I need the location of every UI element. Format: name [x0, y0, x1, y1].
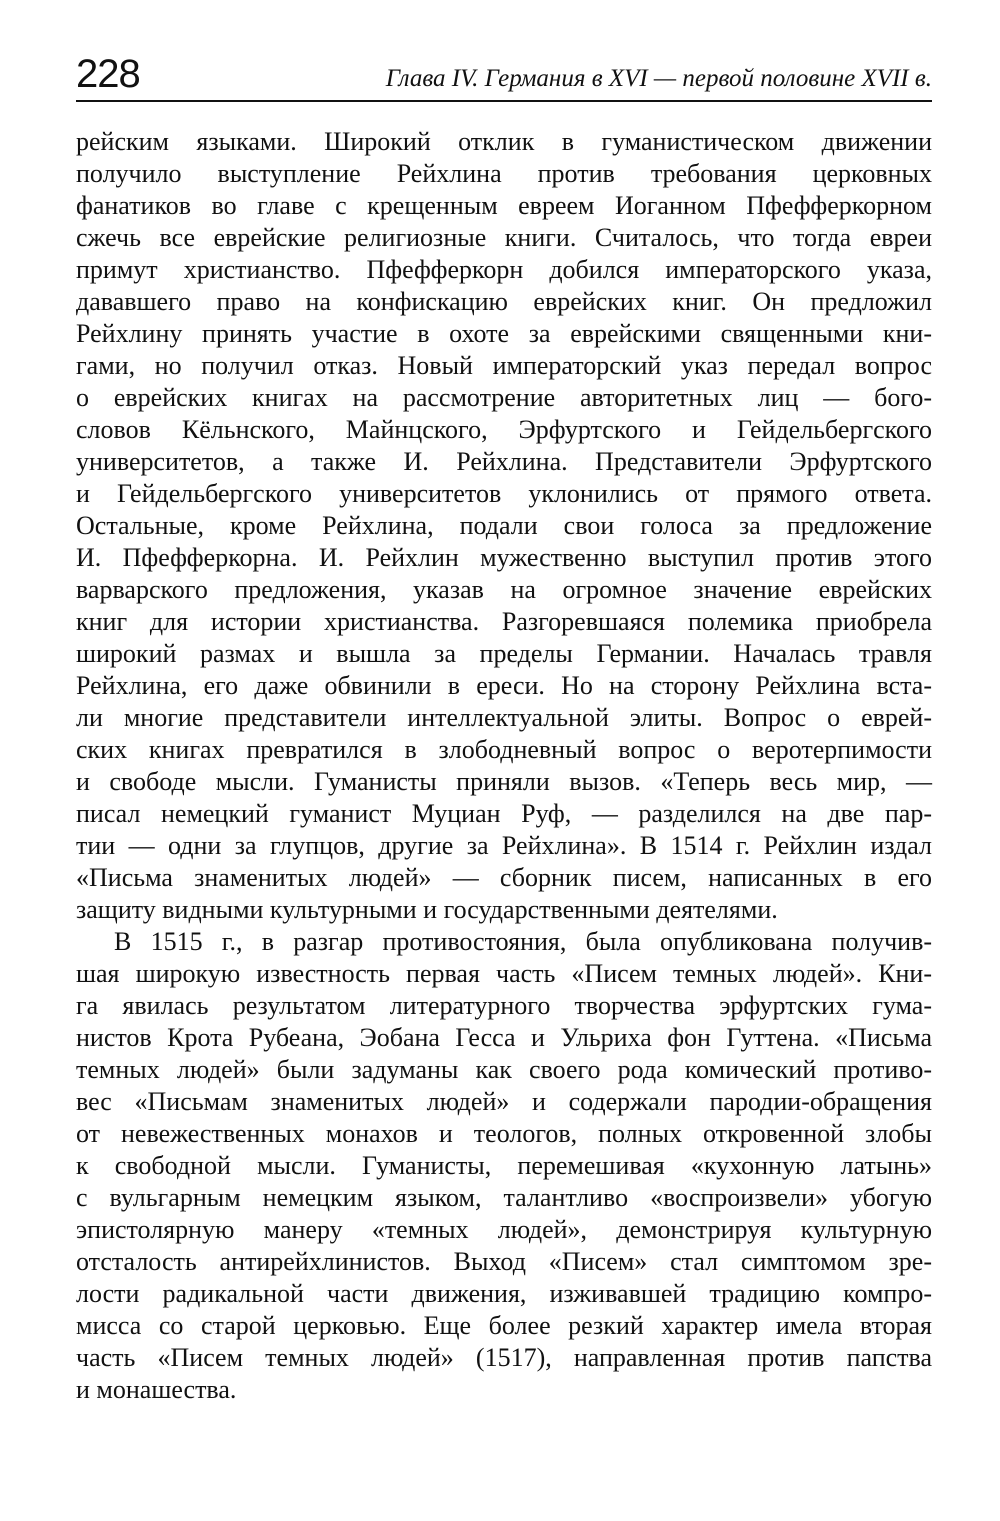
- text-line: сжечь все еврейские религиозные книги. Считалось, что тогда евреи: [76, 223, 932, 252]
- text-line: с вульгарным немецким языком, талантливо «воспроизвели» убогую: [76, 1183, 932, 1212]
- page-header: [76, 52, 932, 102]
- text-line: И. Пфефферкорна. И. Рейхлин мужественно выступил против этого: [76, 543, 932, 572]
- text-line: «Письма знаменитых людей» — сборник писем, написанных в его: [76, 863, 932, 892]
- text-line: и свободе мысли. Гуманисты приняли вызов. «Теперь весь мир, —: [76, 767, 932, 796]
- text-line: и Гейдельбергского университетов уклонились от прямого ответа.: [76, 479, 932, 508]
- text-line: Рейхлина, его даже обвинили в ереси. Но на сторону Рейхлина вста-: [76, 671, 932, 700]
- text-line: шая широкую известность первая часть «Писем темных людей». Кни-: [76, 959, 932, 988]
- text-line: словов Кёльнского, Майнцского, Эрфуртского и Гейдельбергского: [76, 415, 932, 444]
- text-line: защиту видными культурными и государственными деятелями.: [76, 895, 778, 924]
- text-line: лости радикальной части движения, изживавшей традицию компро-: [76, 1279, 932, 1308]
- text-line: мисса со старой церковью. Еще более резкий характер имела вторая: [76, 1311, 932, 1340]
- text-line: рейским языками. Широкий отклик в гуманистическом движении: [76, 127, 932, 156]
- text-line: часть «Писем темных людей» (1517), направленная против папства: [76, 1343, 932, 1372]
- text-line: дававшего право на конфискацию еврейских книг. Он предложил: [76, 287, 932, 316]
- text-line: ли многие представители интеллектуальной элиты. Вопрос о еврей-: [76, 703, 932, 732]
- running-head: Глава IV. Германия в XVI — первой половине XVII в.: [385, 65, 932, 92]
- text-line: вес «Письмам знаменитых людей» и содержали пародии-обращения: [76, 1087, 932, 1116]
- text-line: примут христианство. Пфефферкорн добился императорского указа,: [76, 255, 932, 284]
- paragraph: [76, 126, 932, 926]
- text-line: В 1515 г., в разгар противостояния, была опубликована получив-: [114, 927, 932, 956]
- text-line: ских книгах превратился в злободневный вопрос о веротерпимости: [76, 735, 932, 764]
- text-line: книг для истории христианства. Разгоревшаяся полемика приобрела: [76, 607, 932, 636]
- text-line: от невежественных монахов и теологов, полных откровенной злобы: [76, 1119, 932, 1148]
- text-line: га явилась результатом литературного творчества эрфуртских гума-: [76, 991, 932, 1020]
- text-line: Остальные, кроме Рейхлина, подали свои голоса за предложение: [76, 511, 932, 540]
- text-line: о еврейских книгах на рассмотрение авторитетных лиц — бого-: [76, 383, 932, 412]
- text-line: писал немецкий гуманист Муциан Руф, — разделился на две пар-: [76, 799, 932, 828]
- text-line: и монашества.: [76, 1375, 237, 1404]
- page-number: 228: [76, 52, 140, 96]
- text-line: эпистолярную манеру «темных людей», демонстрируя культурную: [76, 1215, 932, 1244]
- text-line: к свободной мысли. Гуманисты, перемешивая «кухонную латынь»: [76, 1151, 932, 1180]
- text-line: широкий размах и вышла за пределы Германии. Началась травля: [76, 639, 932, 668]
- text-line: фанатиков во главе с крещенным евреем Иоганном Пфефферкорном: [76, 191, 932, 220]
- text-line: Рейхлину принять участие в охоте за еврейскими священными кни-: [76, 319, 932, 348]
- text-line: нистов Крота Рубеана, Эобана Гесса и Ульриха фон Гуттена. «Письма: [76, 1023, 932, 1052]
- body-text: [76, 126, 932, 1406]
- text-line: варварского предложения, указав на огромное значение еврейских: [76, 575, 932, 604]
- text-line: гами, но получил отказ. Новый императорский указ передал вопрос: [76, 351, 932, 380]
- paragraph: [76, 926, 932, 1406]
- text-line: университетов, а также И. Рейхлина. Представители Эрфуртского: [76, 447, 932, 476]
- text-line: тии — одни за глупцов, другие за Рейхлина». В 1514 г. Рейхлин издал: [76, 831, 932, 860]
- text-line: темных людей» были задуманы как своего рода комический противо-: [76, 1055, 932, 1084]
- text-line: отсталость антирейхлинистов. Выход «Писем» стал симптомом зре-: [76, 1247, 932, 1276]
- text-line: получило выступление Рейхлина против требования церковных: [76, 159, 932, 188]
